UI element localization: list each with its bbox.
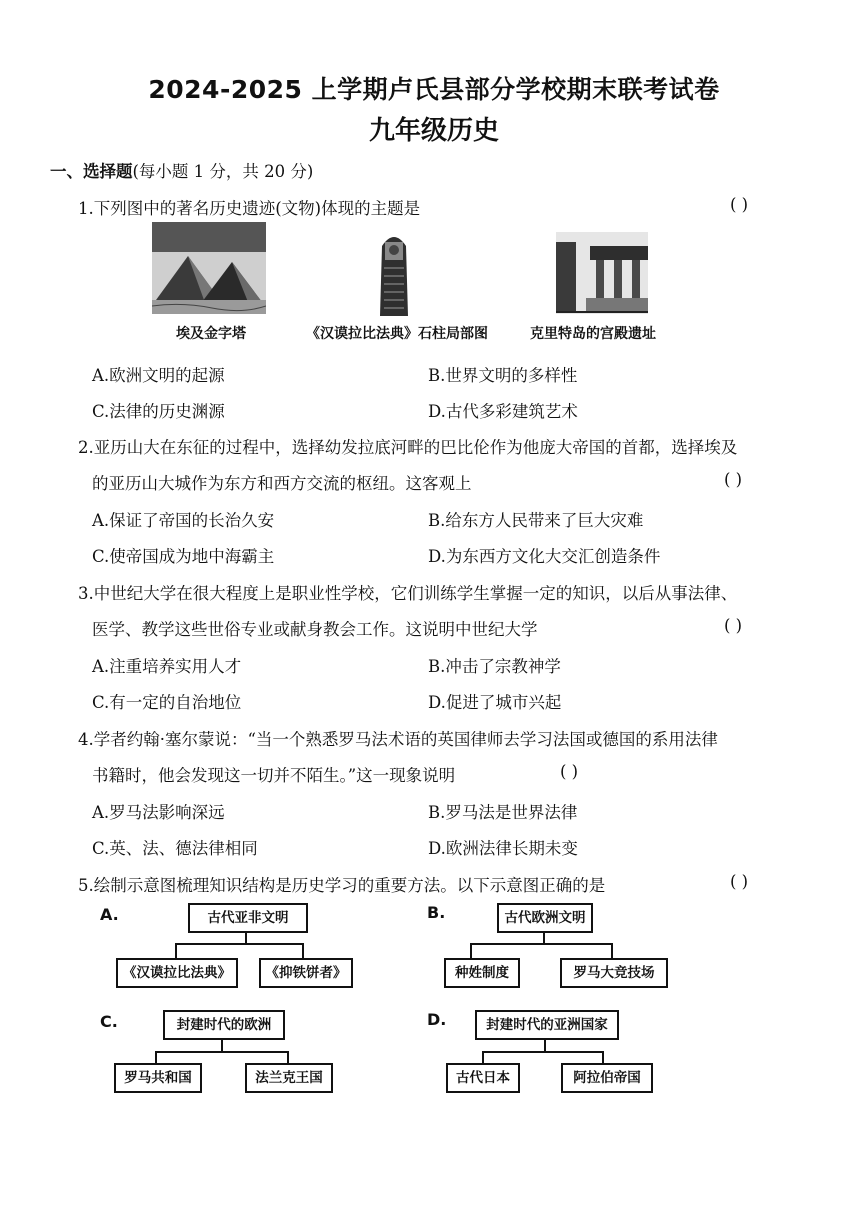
diagram-c-root: 封建时代的欧洲 [163, 1010, 285, 1040]
exam-title: 2024-2025 上学期卢氏县部分学校期末联考试卷 [148, 75, 720, 104]
diagram-d-child-1: 古代日本 [446, 1063, 520, 1093]
diagram-d-root: 封建时代的亚洲国家 [475, 1010, 619, 1040]
q2-option-d[interactable]: D.为东西方文化大交汇创造条件 [428, 547, 661, 566]
answer-bracket-4: ( ) [560, 762, 579, 781]
q1-option-d[interactable]: D.古代多彩建筑艺术 [428, 402, 578, 421]
diagram-a-left-drop [175, 943, 177, 958]
question-2-stem-line2: 的亚历山大城作为东方和西方交流的枢纽。这客观上 [92, 474, 472, 493]
diagram-c-bar [155, 1051, 289, 1053]
answer-bracket-3: ( ) [724, 616, 743, 635]
diagram-c-child-2: 法兰克王国 [245, 1063, 333, 1093]
question-1-stem: 1.下列图中的著名历史遗迹(文物)体现的主题是 [78, 199, 421, 218]
q3-option-c[interactable]: C.有一定的自治地位 [92, 693, 242, 712]
section-note: (每小题 1 分，共 20 分) [132, 162, 314, 181]
answer-bracket-1: ( ) [730, 195, 749, 214]
q2-option-c[interactable]: C.使帝国成为地中海霸主 [92, 547, 275, 566]
question-3-stem-line1: 3.中世纪大学在很大程度上是职业性学校，它们训练学生掌握一定的知识，以后从事法律、 [78, 584, 738, 603]
q1-option-b[interactable]: B.世界文明的多样性 [428, 366, 578, 385]
diagram-a-right-drop [302, 943, 304, 958]
question-5-stem: 5.绘制示意图梳理知识结构是历史学习的重要方法。以下示意图正确的是 [78, 876, 606, 895]
q1-option-a[interactable]: A.欧洲文明的起源 [92, 366, 225, 385]
diagram-b-bar [470, 943, 613, 945]
diagram-d-child-2: 阿拉伯帝国 [561, 1063, 653, 1093]
diagram-b-right-drop [611, 943, 613, 958]
section-title: 一、选择题 [50, 162, 133, 181]
diagram-d-label[interactable]: D. [427, 1010, 447, 1029]
diagram-c-label[interactable]: C. [100, 1012, 118, 1031]
pyramid-image [152, 222, 266, 314]
diagram-a-child-2: 《抑铁饼者》 [259, 958, 353, 988]
diagram-b-child-2: 罗马大竞技场 [560, 958, 668, 988]
answer-bracket-5: ( ) [730, 872, 749, 891]
q3-option-b[interactable]: B.冲击了宗教神学 [428, 657, 561, 676]
diagram-d-right-drop [602, 1051, 604, 1063]
diagram-d-bar [482, 1051, 604, 1053]
q3-option-a[interactable]: A.注重培养实用人才 [92, 657, 242, 676]
question-4-stem-line2: 书籍时，他会发现这一切并不陌生。”这一现象说明 [92, 766, 456, 785]
diagram-d-left-drop [482, 1051, 484, 1063]
diagram-b-left-drop [470, 943, 472, 958]
section-heading [50, 158, 313, 182]
answer-bracket-2: ( ) [724, 470, 743, 489]
q4-option-d[interactable]: D.欧洲法律长期未变 [428, 839, 578, 858]
q4-option-c[interactable]: C.英、法、德法律相同 [92, 839, 258, 858]
palace-ruins-image [556, 232, 648, 314]
q2-option-b[interactable]: B.给东方人民带来了巨大灾难 [428, 511, 644, 530]
exam-subject: 九年级历史 [368, 116, 499, 146]
image-caption-palace: 克里特岛的宫殿遗址 [530, 326, 656, 342]
question-3-stem-line2: 医学、教学这些世俗专业或献身教会工作。这说明中世纪大学 [92, 620, 538, 639]
diagram-a-child-1: 《汉谟拉比法典》 [116, 958, 238, 988]
q4-option-a[interactable]: A.罗马法影响深远 [92, 803, 225, 822]
diagram-c-right-drop [287, 1051, 289, 1063]
diagram-a-root: 古代亚非文明 [188, 903, 308, 933]
diagram-c-child-1: 罗马共和国 [114, 1063, 202, 1093]
stele-image [376, 228, 412, 318]
diagram-c-left-drop [155, 1051, 157, 1063]
question-2-stem-line1: 2.亚历山大在东征的过程中，选择幼发拉底河畔的巴比伦作为他庞大帝国的首都，选择埃及 [78, 438, 738, 457]
diagram-b-label[interactable]: B. [427, 903, 446, 922]
question-4-stem-line1: 4.学者约翰·塞尔蒙说：“当一个熟悉罗马法术语的英国律师去学习法国或德国的系用法律 [78, 730, 718, 749]
q3-option-d[interactable]: D.促进了城市兴起 [428, 693, 562, 712]
q2-option-a[interactable]: A.保证了帝国的长治久安 [92, 511, 275, 530]
diagram-b-root: 古代欧洲文明 [497, 903, 593, 933]
diagram-a-bar [175, 943, 303, 945]
q1-option-c[interactable]: C.法律的历史渊源 [92, 402, 225, 421]
diagram-a-label[interactable]: A. [100, 905, 119, 924]
q4-option-b[interactable]: B.罗马法是世界法律 [428, 803, 578, 822]
image-caption-pyramid: 埃及金字塔 [176, 326, 246, 342]
image-caption-stele: 《汉谟拉比法典》石柱局部图 [306, 326, 488, 342]
diagram-b-child-1: 种姓制度 [444, 958, 520, 988]
